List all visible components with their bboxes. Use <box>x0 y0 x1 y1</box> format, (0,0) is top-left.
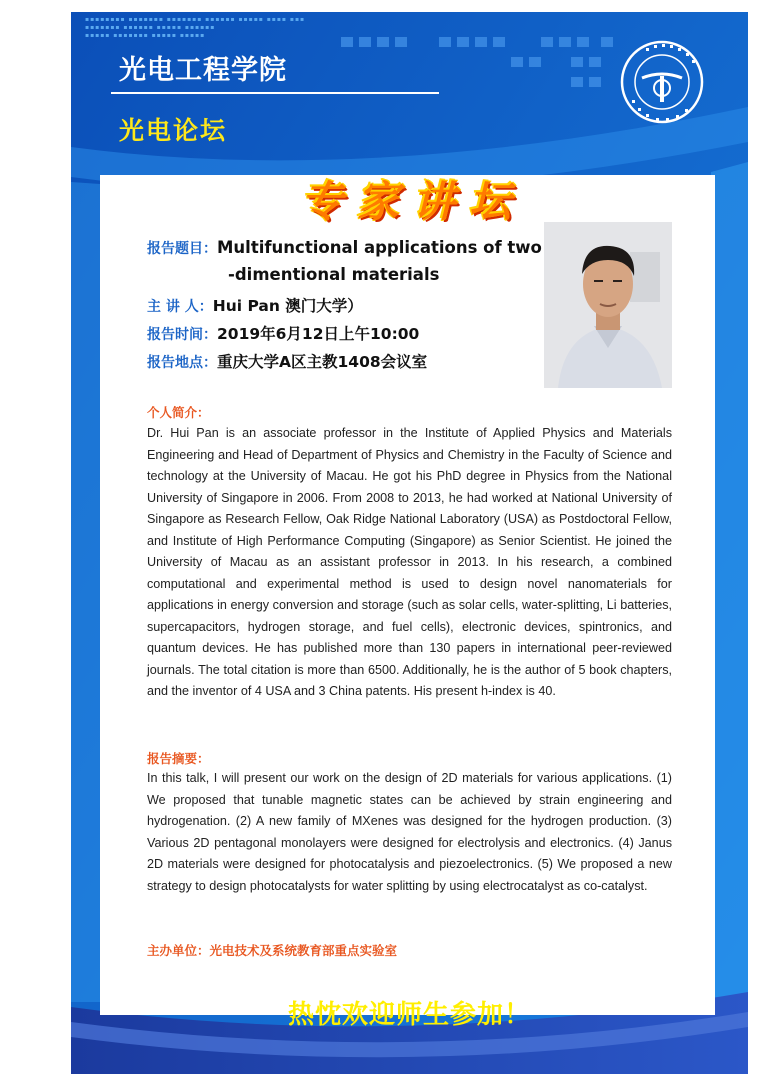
abstract-text: In this talk, I will present our work on the design of 2D materials for various applications. (1) We proposed that tunable magnetic states can be achieved by strain engineering and hydrogenation. (2) A new family of MXenes was designed for the hydrogen production. (3) Various 2D pentagonal monolayers were designed for electrolysis and electronics. (4) Janus 2D materials were designed for photocatalysis and piezoelectronics. (5) We proposed a new strategy to design photocatalysts for water splitting by using electrocatalyst as co-catalyst. <box>147 771 672 893</box>
time-label: 报告时间： <box>147 327 217 343</box>
bio-heading: 个人简介： <box>147 405 210 420</box>
banner-title <box>293 169 533 229</box>
organizer: 主办单位：光电技术及系统教育部重点实验室 <box>147 943 398 958</box>
speaker-row <box>147 294 547 316</box>
topic-line1: Multifunctional applications of two <box>217 238 542 257</box>
welcome-message: 热忱欢迎师生参加！ <box>287 1000 531 1030</box>
place-value: 重庆大学A区主教1408会议室 <box>217 353 428 371</box>
place-label: 报告地点： <box>147 355 217 371</box>
poster <box>71 12 748 1074</box>
decorative-dots: ▪▪▪▪▪▪▪▪ ▪▪▪▪▪▪▪ ▪▪▪▪▪▪▪ ▪▪▪▪▪▪ ▪▪▪▪▪ ▪▪▪▪ ▪▪▪ ▪▪▪▪▪▪▪ ▪▪▪▪▪▪ ▪▪▪▪▪ ▪▪▪▪▪▪ ▪▪▪▪▪ ▪▪▪▪▪▪▪ ▪▪▪▪▪ ▪▪▪▪▪ <box>85 16 306 39</box>
header-divider <box>111 92 439 94</box>
place-row <box>147 350 547 372</box>
speaker-value: Hui Pan 澳门大学） <box>212 297 363 315</box>
time-row <box>147 322 547 344</box>
speaker-label: 主 讲 人： <box>147 299 213 315</box>
forum-name: 光电论坛 <box>119 116 228 145</box>
school-name: 光电工程学院 <box>119 55 287 86</box>
banner-title-text: 专家讲坛 <box>300 177 525 226</box>
topic-row <box>147 238 547 258</box>
abstract-heading: 报告摘要： <box>147 751 210 766</box>
bio-text: Dr. Hui Pan is an associate professor in the Institute of Applied Physics and Materials Engineering and Head of Department of Physics and Chemistry in the Faculty of Science and technology at the University of Macau. He got his PhD degree in Physics from the National University of Singapore in 2006. From 2008 to 2013, he had worked at National University of Singapore as Research Fellow, Oak Ridge National Laboratory (USA) as Postdoctoral Fellow, and Institute of High Performance Computing (Singapore) as Senior Scientist. He joined the University of Macau as an assistant professor in 2013. In his research, a combined computational and experimental method is used to design novel nanomaterials for applications in energy conversion and storage (such as solar cells, water-splitting, Li batteries, supercapacitors, hydrogen storage, and fuel cells), electronic devices, spintronics, and quantum devices. He has published more than 130 papers in international peer-reviewed journals. The total citation is more than 6500. Additionally, he is the author of 5 book chapters, and the inventor of 4 USA and 3 China patents. His present h-index is 40. <box>147 426 672 698</box>
time-value: 2019年6月12日上午10:00 <box>217 325 420 343</box>
topic-label: 报告题目： <box>147 241 217 257</box>
topic-line2: -dimentional materials <box>228 265 440 284</box>
speaker-photo <box>544 222 672 388</box>
university-logo-icon <box>620 40 704 124</box>
speaker-portrait-icon <box>544 222 672 388</box>
